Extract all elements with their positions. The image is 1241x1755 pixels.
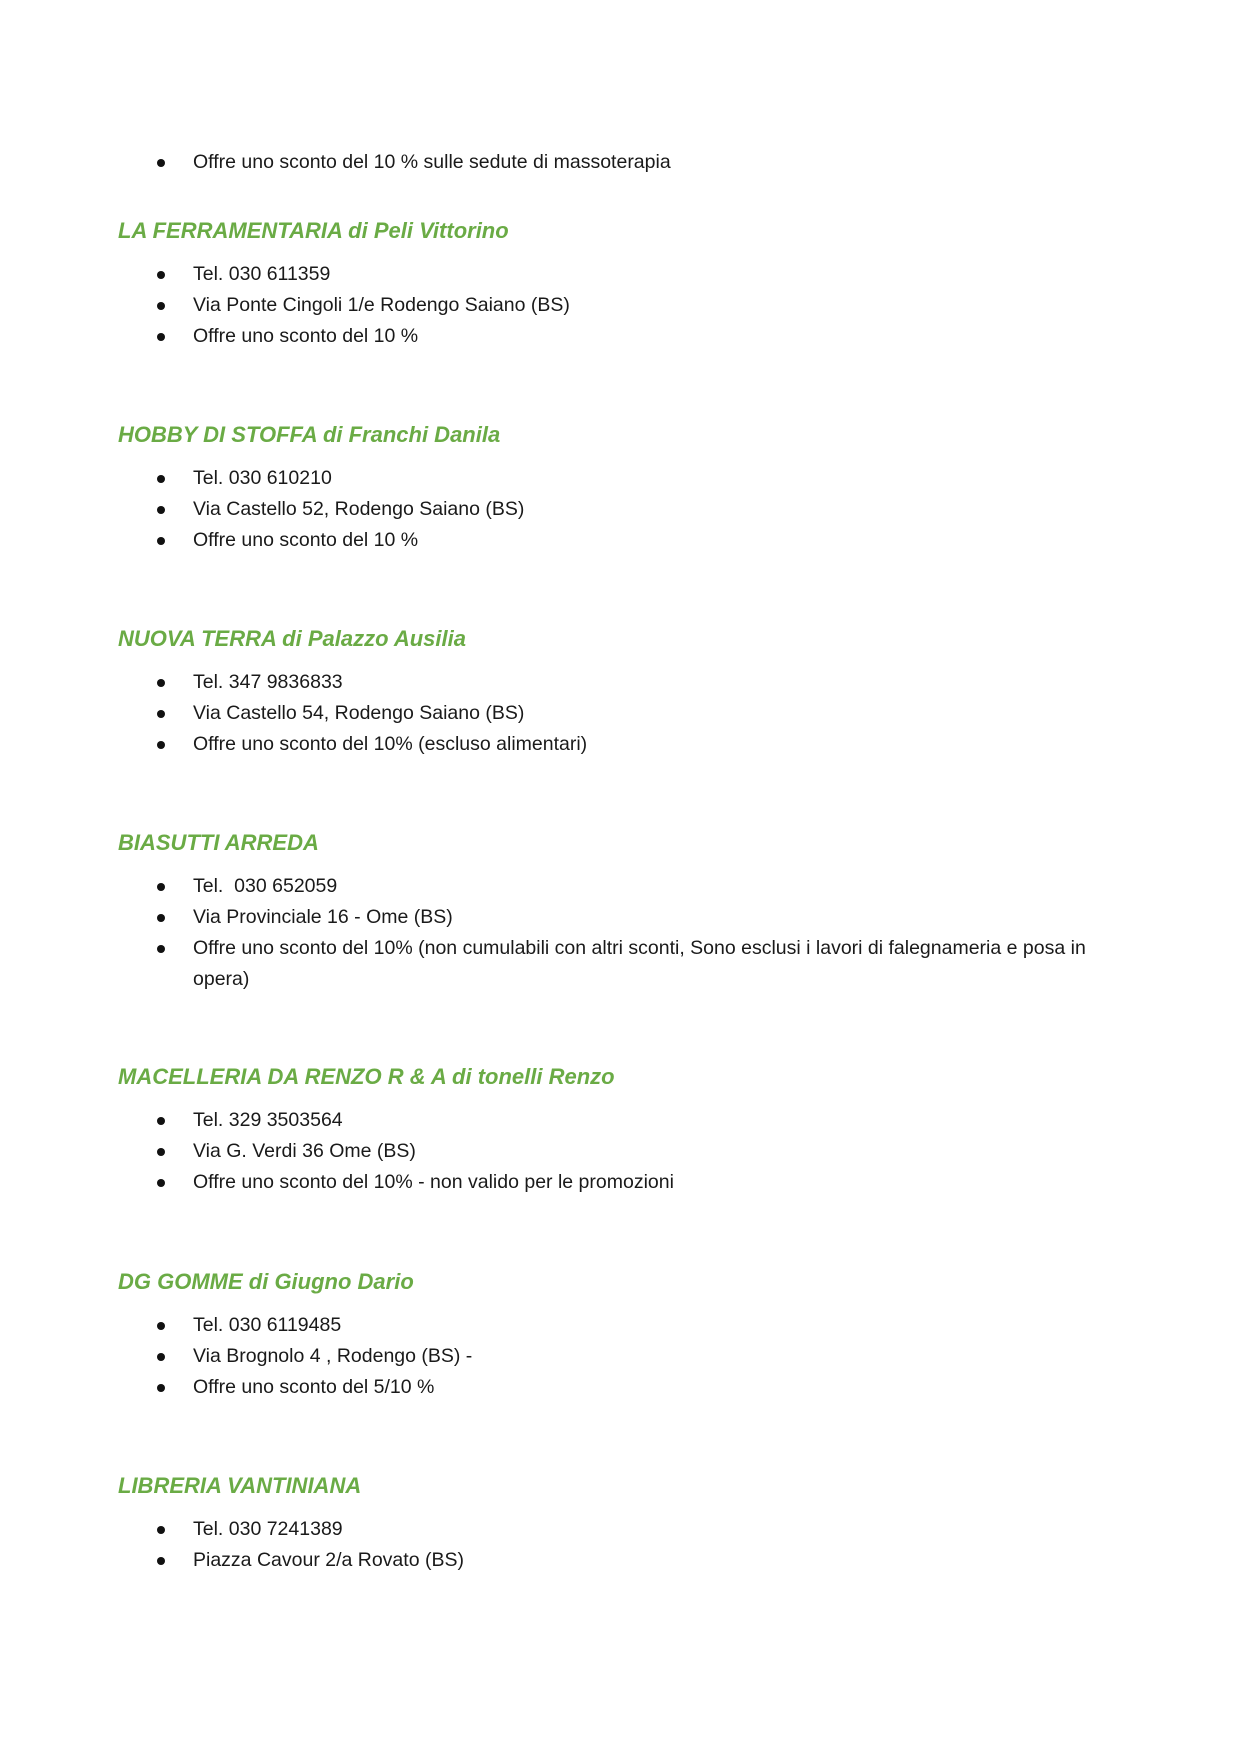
address-text: Via Castello 52, Rodengo Saiano (BS) <box>193 498 525 520</box>
list-item <box>0 1372 1241 1403</box>
list-item <box>0 1136 1241 1167</box>
bullet-icon <box>157 1179 165 1187</box>
bullet-icon <box>157 1148 165 1156</box>
bullet-icon <box>157 679 165 687</box>
list-item <box>0 667 1241 698</box>
list-item <box>0 1310 1241 1341</box>
bullet-icon <box>157 1117 165 1125</box>
address-text: Via Provinciale 16 - Ome (BS) <box>193 906 453 928</box>
section-libreria-vantiniana <box>0 1472 1241 1576</box>
list-item <box>0 1514 1241 1545</box>
section-list <box>0 871 1241 995</box>
list-item <box>0 871 1241 902</box>
item-text: Offre uno sconto del 10 % sulle sedute di massoterapia <box>193 151 671 173</box>
bullet-icon <box>157 333 165 341</box>
phone-text: Tel. 030 611359 <box>193 263 331 285</box>
bullet-icon <box>157 710 165 718</box>
list-item <box>0 525 1241 556</box>
address-text: Via Brognolo 4 , Rodengo (BS) - <box>193 1345 473 1367</box>
section-list <box>0 1310 1241 1403</box>
bullet-icon <box>157 914 165 922</box>
list-item <box>0 698 1241 729</box>
bullet-icon <box>157 506 165 514</box>
phone-text: Tel. 347 9836833 <box>193 671 343 693</box>
section-list <box>0 259 1241 352</box>
phone-text: Tel. 030 652059 <box>193 875 338 897</box>
list-item <box>0 1167 1241 1198</box>
section-title: MACELLERIA DA RENZO R & A di tonelli Renzo <box>118 1064 615 1089</box>
bullet-icon <box>157 945 165 953</box>
bullet-icon <box>157 1353 165 1361</box>
section-title: LA FERRAMENTARIA di Peli Vittorino <box>118 218 509 243</box>
list-item <box>0 1545 1241 1576</box>
discount-text: Offre uno sconto del 5/10 % <box>193 1376 435 1398</box>
phone-text: Tel. 329 3503564 <box>193 1109 343 1131</box>
discount-text: Offre uno sconto del 10 % <box>193 529 419 551</box>
section-list <box>0 667 1241 760</box>
bullet-icon <box>157 741 165 749</box>
section-nuova-terra <box>0 625 1241 760</box>
bullet-icon <box>157 1322 165 1330</box>
section-title: LIBRERIA VANTINIANA <box>118 1473 362 1498</box>
bullet-icon <box>157 1526 165 1534</box>
list-item <box>0 321 1241 352</box>
discount-text: Offre uno sconto del 10 % <box>193 325 419 347</box>
bullet-icon <box>157 883 165 891</box>
list-item <box>0 290 1241 321</box>
bullet-icon <box>157 537 165 545</box>
section-list <box>0 463 1241 556</box>
section-title: HOBBY DI STOFFA di Franchi Danila <box>118 422 501 447</box>
address-text: Via G. Verdi 36 Ome (BS) <box>193 1140 416 1162</box>
section-title: DG GOMME di Giugno Dario <box>118 1269 414 1294</box>
list-item <box>0 494 1241 525</box>
bullet-icon <box>157 1384 165 1392</box>
discount-text: Offre uno sconto del 10% (non cumulabili con altri sconti, Sono esclusi i lavori di falegnameria e posa in opera) <box>193 937 1086 990</box>
phone-text: Tel. 030 610210 <box>193 467 332 489</box>
section-hobby-di-stoffa <box>0 421 1241 556</box>
section-la-ferramentaria <box>0 217 1241 352</box>
bullet-icon <box>157 1557 165 1565</box>
list-item <box>0 259 1241 290</box>
list-item <box>0 902 1241 933</box>
bullet-icon <box>157 271 165 279</box>
bullet-icon <box>157 159 165 167</box>
address-text: Via Castello 54, Rodengo Saiano (BS) <box>193 702 525 724</box>
bullet-icon <box>157 475 165 483</box>
list-item <box>0 729 1241 760</box>
section-biasutti-arreda <box>0 829 1241 995</box>
list-item <box>0 463 1241 494</box>
section-macelleria-da-renzo <box>0 1063 1241 1198</box>
section-list <box>0 1105 1241 1198</box>
phone-text: Tel. 030 7241389 <box>193 1518 343 1540</box>
list-item <box>0 147 1241 178</box>
section-title: BIASUTTI ARREDA <box>118 830 319 855</box>
list-item <box>0 1105 1241 1136</box>
list-item <box>0 1341 1241 1372</box>
list-item <box>0 933 1241 995</box>
section-title: NUOVA TERRA di Palazzo Ausilia <box>118 626 466 651</box>
address-text: Via Ponte Cingoli 1/e Rodengo Saiano (BS) <box>193 294 570 316</box>
phone-text: Tel. 030 6119485 <box>193 1314 342 1336</box>
intro-list <box>0 147 1241 178</box>
address-text: Piazza Cavour 2/a Rovato (BS) <box>193 1549 464 1571</box>
section-list <box>0 1514 1241 1576</box>
discount-text: Offre uno sconto del 10% (escluso alimentari) <box>193 733 588 755</box>
bullet-icon <box>157 302 165 310</box>
section-dg-gomme <box>0 1268 1241 1403</box>
discount-text: Offre uno sconto del 10% - non valido per le promozioni <box>193 1171 674 1193</box>
